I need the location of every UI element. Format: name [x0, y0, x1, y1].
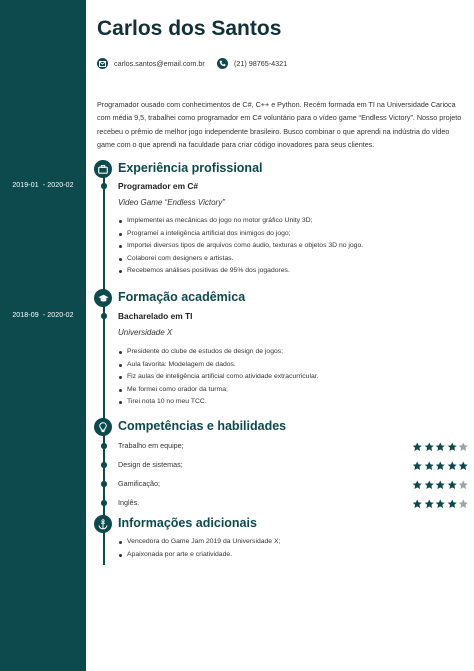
education-title: Formação acadêmica — [118, 290, 246, 304]
list-item: Presidente do clube de estudos de design de jogos; — [118, 346, 319, 359]
star-filled-icon — [424, 477, 435, 487]
lightbulb-icon — [94, 418, 112, 436]
list-item: Colaborei com designers e artistas. — [118, 253, 363, 266]
profile-summary: Programador ousado com conhecimentos de C#, C++ e Python. Recém formada em TI na Universidade Carioca com média 9,5, trabalhei como programador em C# voluntário para o vídeo game “Endless Victory”. Nosso projeto recebeu o prêmio de melhor jogo independente brasileiro. Busco combinar o que aprendi na indústria do vídeo game com o que aprendi na faculdade para criar código inovadores para seus clientes. — [97, 100, 462, 149]
list-item: Aula favorita: Modelagem de dados. — [118, 359, 319, 372]
list-item: Importei diversos tipos de arquivos como áudio, texturas e objetos 3D no jogo. — [118, 240, 363, 253]
email-text: carlos.santos@email.com.br — [114, 59, 205, 68]
star-filled-icon — [412, 496, 423, 506]
additional-title: Informações adicionais — [118, 516, 257, 530]
timeline-line — [103, 172, 105, 565]
list-item: Programei a inteligência artificial dos inimigos do jogo; — [118, 228, 363, 241]
star-filled-icon — [435, 439, 446, 449]
job-title: Programador em C# — [118, 181, 199, 191]
additional-bullets — [118, 536, 280, 561]
phone-icon — [217, 58, 228, 69]
sidebar — [0, 0, 86, 671]
list-item: Vencedora do Game Jam 2019 da Universidade X; — [118, 536, 280, 549]
list-item: Recebemos análises positivas de 95% dos jogadores. — [118, 265, 363, 278]
list-item: Me formei como orador da turma; — [118, 384, 319, 397]
skills-title: Competências e habilidades — [118, 419, 287, 433]
degree-title: Bacharelado em TI — [118, 311, 193, 321]
list-item: Implementei as mecânicas do jogo no motor gráfico Unity 3D; — [118, 215, 363, 228]
experience-bullets — [118, 215, 363, 278]
skill-rating — [412, 458, 469, 468]
star-filled-icon — [412, 477, 423, 487]
skill-rating — [412, 477, 469, 487]
anchor-icon — [94, 515, 112, 533]
candidate-name: Carlos dos Santos — [97, 17, 282, 40]
star-filled-icon — [447, 496, 458, 506]
email-contact — [97, 58, 205, 69]
list-item: Apaixonada por arte e criatividade. — [118, 549, 280, 562]
star-empty-icon — [458, 477, 469, 487]
star-filled-icon — [447, 477, 458, 487]
experience-dates: 2019-01 - 2020-02 — [12, 182, 74, 189]
experience-title: Experiência profissional — [118, 161, 263, 175]
phone-text: (21) 98765-4321 — [234, 59, 288, 68]
phone-contact — [217, 58, 287, 69]
skill-label: Gamificação; — [118, 479, 160, 488]
star-filled-icon — [435, 458, 446, 468]
timeline-dot — [101, 183, 107, 189]
list-item: Tirei nota 10 no meu TCC. — [118, 396, 319, 409]
graduation-cap-icon — [94, 289, 112, 307]
education-dates: 2018-09 - 2020-02 — [12, 312, 74, 319]
briefcase-icon — [94, 160, 112, 178]
star-filled-icon — [447, 439, 458, 449]
list-item: Fiz aulas de inteligência artificial como atividade extracurricular. — [118, 371, 319, 384]
star-filled-icon — [424, 496, 435, 506]
skill-label: Inglês. — [118, 498, 140, 507]
star-filled-icon — [458, 458, 469, 468]
education-bullets — [118, 346, 319, 409]
timeline-dot — [101, 500, 107, 506]
skill-rating — [412, 439, 469, 449]
star-filled-icon — [435, 477, 446, 487]
star-filled-icon — [424, 439, 435, 449]
skill-label: Design de sistemas; — [118, 460, 183, 469]
timeline-dot — [101, 313, 107, 319]
school-name: Universidade X — [118, 328, 173, 337]
star-filled-icon — [424, 458, 435, 468]
star-filled-icon — [447, 458, 458, 468]
timeline-dot — [101, 481, 107, 487]
company-name: Video Game “Endless Victory” — [118, 198, 225, 207]
star-filled-icon — [435, 496, 446, 506]
star-empty-icon — [458, 439, 469, 449]
star-filled-icon — [412, 439, 423, 449]
star-empty-icon — [458, 496, 469, 506]
envelope-icon — [97, 58, 108, 69]
timeline-dot — [101, 462, 107, 468]
skill-rating — [412, 496, 469, 506]
skill-label: Trabalho em equipe; — [118, 441, 184, 450]
star-filled-icon — [412, 458, 423, 468]
timeline-dot — [101, 443, 107, 449]
